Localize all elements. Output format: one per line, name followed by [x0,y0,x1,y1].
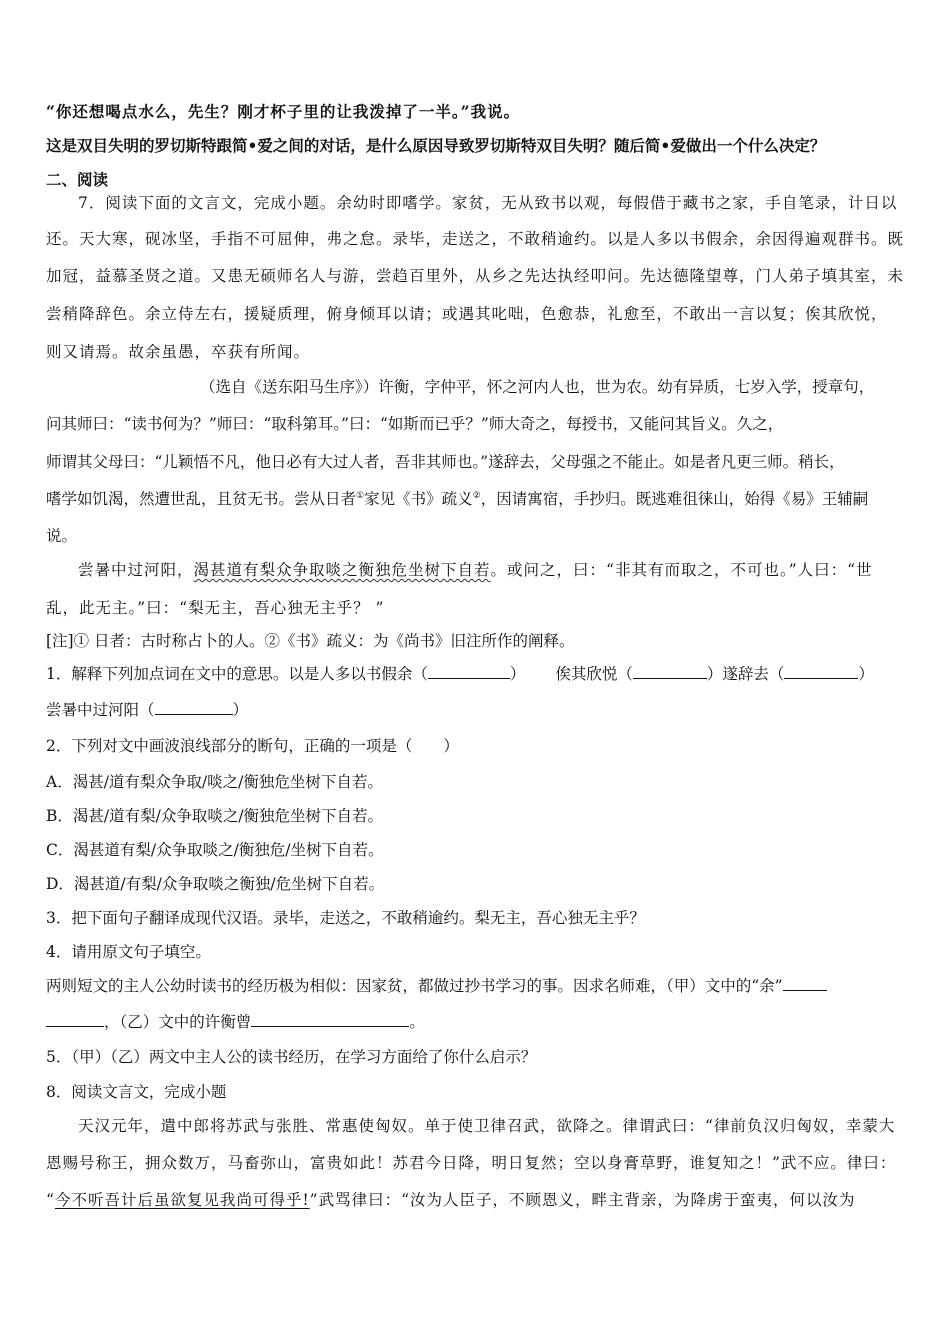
q7-passage-b-line: 问其师曰：“读书何为？”师曰：“取科第耳。”曰：“如斯而已乎？”师大奇之，每授书，又能问其旨义。久之， [46,415,784,433]
option-b: B．渴甚/道有梨/众争取啖之/衡独危坐树下自若。 [46,807,384,825]
q7-passage-a-line: 则又请焉。故余虽愚，卒获有所闻。 [46,343,311,361]
answer-blank[interactable] [251,1012,409,1027]
q7-intro-line [78,193,916,213]
text: ）遂辞去（ [706,665,785,683]
q7-passage-a-line: 还。天大寒，砚冰坚，手指不可屈伸，弗之怠。录毕，走送之，不敢稍逾约。以是人多以书假余，余因得遍观群书。既 [46,230,905,248]
answer-blank[interactable] [783,976,827,991]
q7-intro: 7．阅读下面的文言文，完成小题。 [78,194,337,212]
quote-line: “你还想喝点水么，先生？刚才杯子里的让我泼掉了一半。”我说。 [46,102,521,121]
q7-passage-b-line: （选自《送东阳马生序》）许衡，字仲平，怀之河内人也，世为农。幼有异质，七岁入学，授章句， [200,378,875,396]
answer-blank[interactable] [784,664,858,679]
q7-note: [注]① 日者：古时称占卜的人。②《书》疏义：为《尚书》旧注所作的阐释。 [46,632,575,650]
q7-passage-b-line [78,560,916,580]
answer-blank[interactable] [428,664,510,679]
q8-passage-line: 天汉元年，遣中郎将苏武与张胜、常惠使匈奴。单于使卫律召武，欲降之。律谓武曰：“律前负汉归匈奴，幸蒙大 [78,1117,896,1135]
question-line: 这是双目失明的罗切斯特跟简•爱之间的对话，是什么原因导致罗切斯特双目失明？随后简•爱做出一个什么决定？ [46,136,826,155]
text: 两则短文的主人公幼时读书的经历极为相似：因家贫，都做过抄书学习的事。因求名师难，（甲）文中的“余” [46,977,783,995]
text: 家见《书》疏义 [364,490,473,508]
footnote-mark-2: ② [472,490,481,501]
text: ，（乙）文中的许衡曾 [104,1013,252,1031]
q7-sub4: 4．请用原文句子填空。 [46,943,211,961]
q7-passage-a-line: 加冠，益慕圣贤之道。又患无硕师名人与游，尝趋百里外，从乡之先达执经叩问。先达德隆望尊，门人弟子填其室，未 [46,267,905,285]
text: ） [858,665,874,683]
text: 嗜学如饥渴，然遭世乱，且贫无书。尝从日者 [46,490,357,508]
answer-blank[interactable] [633,664,707,679]
option-c: C．渴甚道有梨/众争取啖之/衡独危/坐树下自若。 [46,841,384,859]
q7-passage-a-start: 余幼时即嗜学。家贫，无从致书以观，每假借于藏书之家，手自笔录，计日以 [336,194,898,212]
q7-sub3: 3．把下面句子翻译成现代汉语。录毕，走送之，不敢稍逾约。梨无主，吾心独无主乎？ [46,909,645,927]
option-d: D．渴甚道/有梨/众争取啖之衡独/危坐树下自若。 [46,875,385,893]
answer-blank[interactable] [46,1012,104,1027]
text: “ [46,1191,55,1209]
q7-passage-a-line: 尝稍降辞色。余立侍左右，援疑质理，俯身倾耳以请；或遇其叱咄，色愈恭，礼愈至，不敢出一言以复；俟其欣悦， [46,305,888,323]
answer-blank[interactable] [155,700,233,715]
footnote-mark-1: ① [356,490,365,501]
text: 。 [409,1013,425,1031]
text: 。或问之，曰：“非其有而取之，不可也。”人曰：“世 [490,561,873,579]
q7-sub4-line [46,976,916,996]
q7-sub1-cont [46,700,916,720]
text: 尝暑中过河阳（ [46,701,155,719]
text: 1．解释下列加点词在文中的意思。以是人多以书假余（ [46,665,428,683]
q8-passage-line: 恩赐号称王，拥众数万，马畜弥山，富贵如此！苏君今日降，明日复然；空以身膏草野，谁复知之！”武不应。律曰： [46,1154,897,1172]
underlined-sentence: 今不听吾计后虽欲复见我尚可得乎! [54,1191,310,1209]
wavy-underlined-text: 渴甚道有梨众争取啖之衡独危坐树下自若 [193,561,491,579]
q8-intro: 8．阅读文言文，完成小题 [46,1083,227,1101]
q7-passage-b-line: 师谓其父母曰：“儿颖悟不凡，他日必有大过人者，吾非其师也。”遂辞去，父母强之不能止。如是者凡更三师。稍长， [46,453,845,471]
text: ”武骂律曰：“汝为人臣子，不顾恩义，畔主背亲，为降虏于蛮夷，何以汝为 [309,1191,856,1209]
text: ） [509,665,526,683]
section-heading: 二、阅读 [46,170,109,189]
text: 俟其欣悦（ [555,665,633,683]
q8-passage-line [46,1190,916,1210]
text: 尝暑中过河阳， [78,561,194,579]
q7-passage-b-line: 乱，此无主。”曰：“梨无主，吾心独无主乎？ ” [46,599,385,617]
text: ） [232,701,249,719]
q7-passage-b-line: 说。 [46,527,78,545]
option-a: A．渴甚/道有梨众争取/啖之/衡独危坐树下自若。 [46,773,383,791]
q7-sub4-line [46,1012,916,1032]
text: ，因请寓宿，手抄归。既逃难徂徕山，始得《易》王辅嗣 [480,490,869,508]
q7-sub1 [46,664,916,684]
q7-sub2: 2．下列对文中画波浪线部分的断句，正确的一项是（ ） [46,737,459,755]
q7-passage-b-line [46,489,916,509]
q7-sub5: 5．（甲）（乙）两文中主人公的读书经历，在学习方面给了你什么启示？ [46,1048,537,1066]
